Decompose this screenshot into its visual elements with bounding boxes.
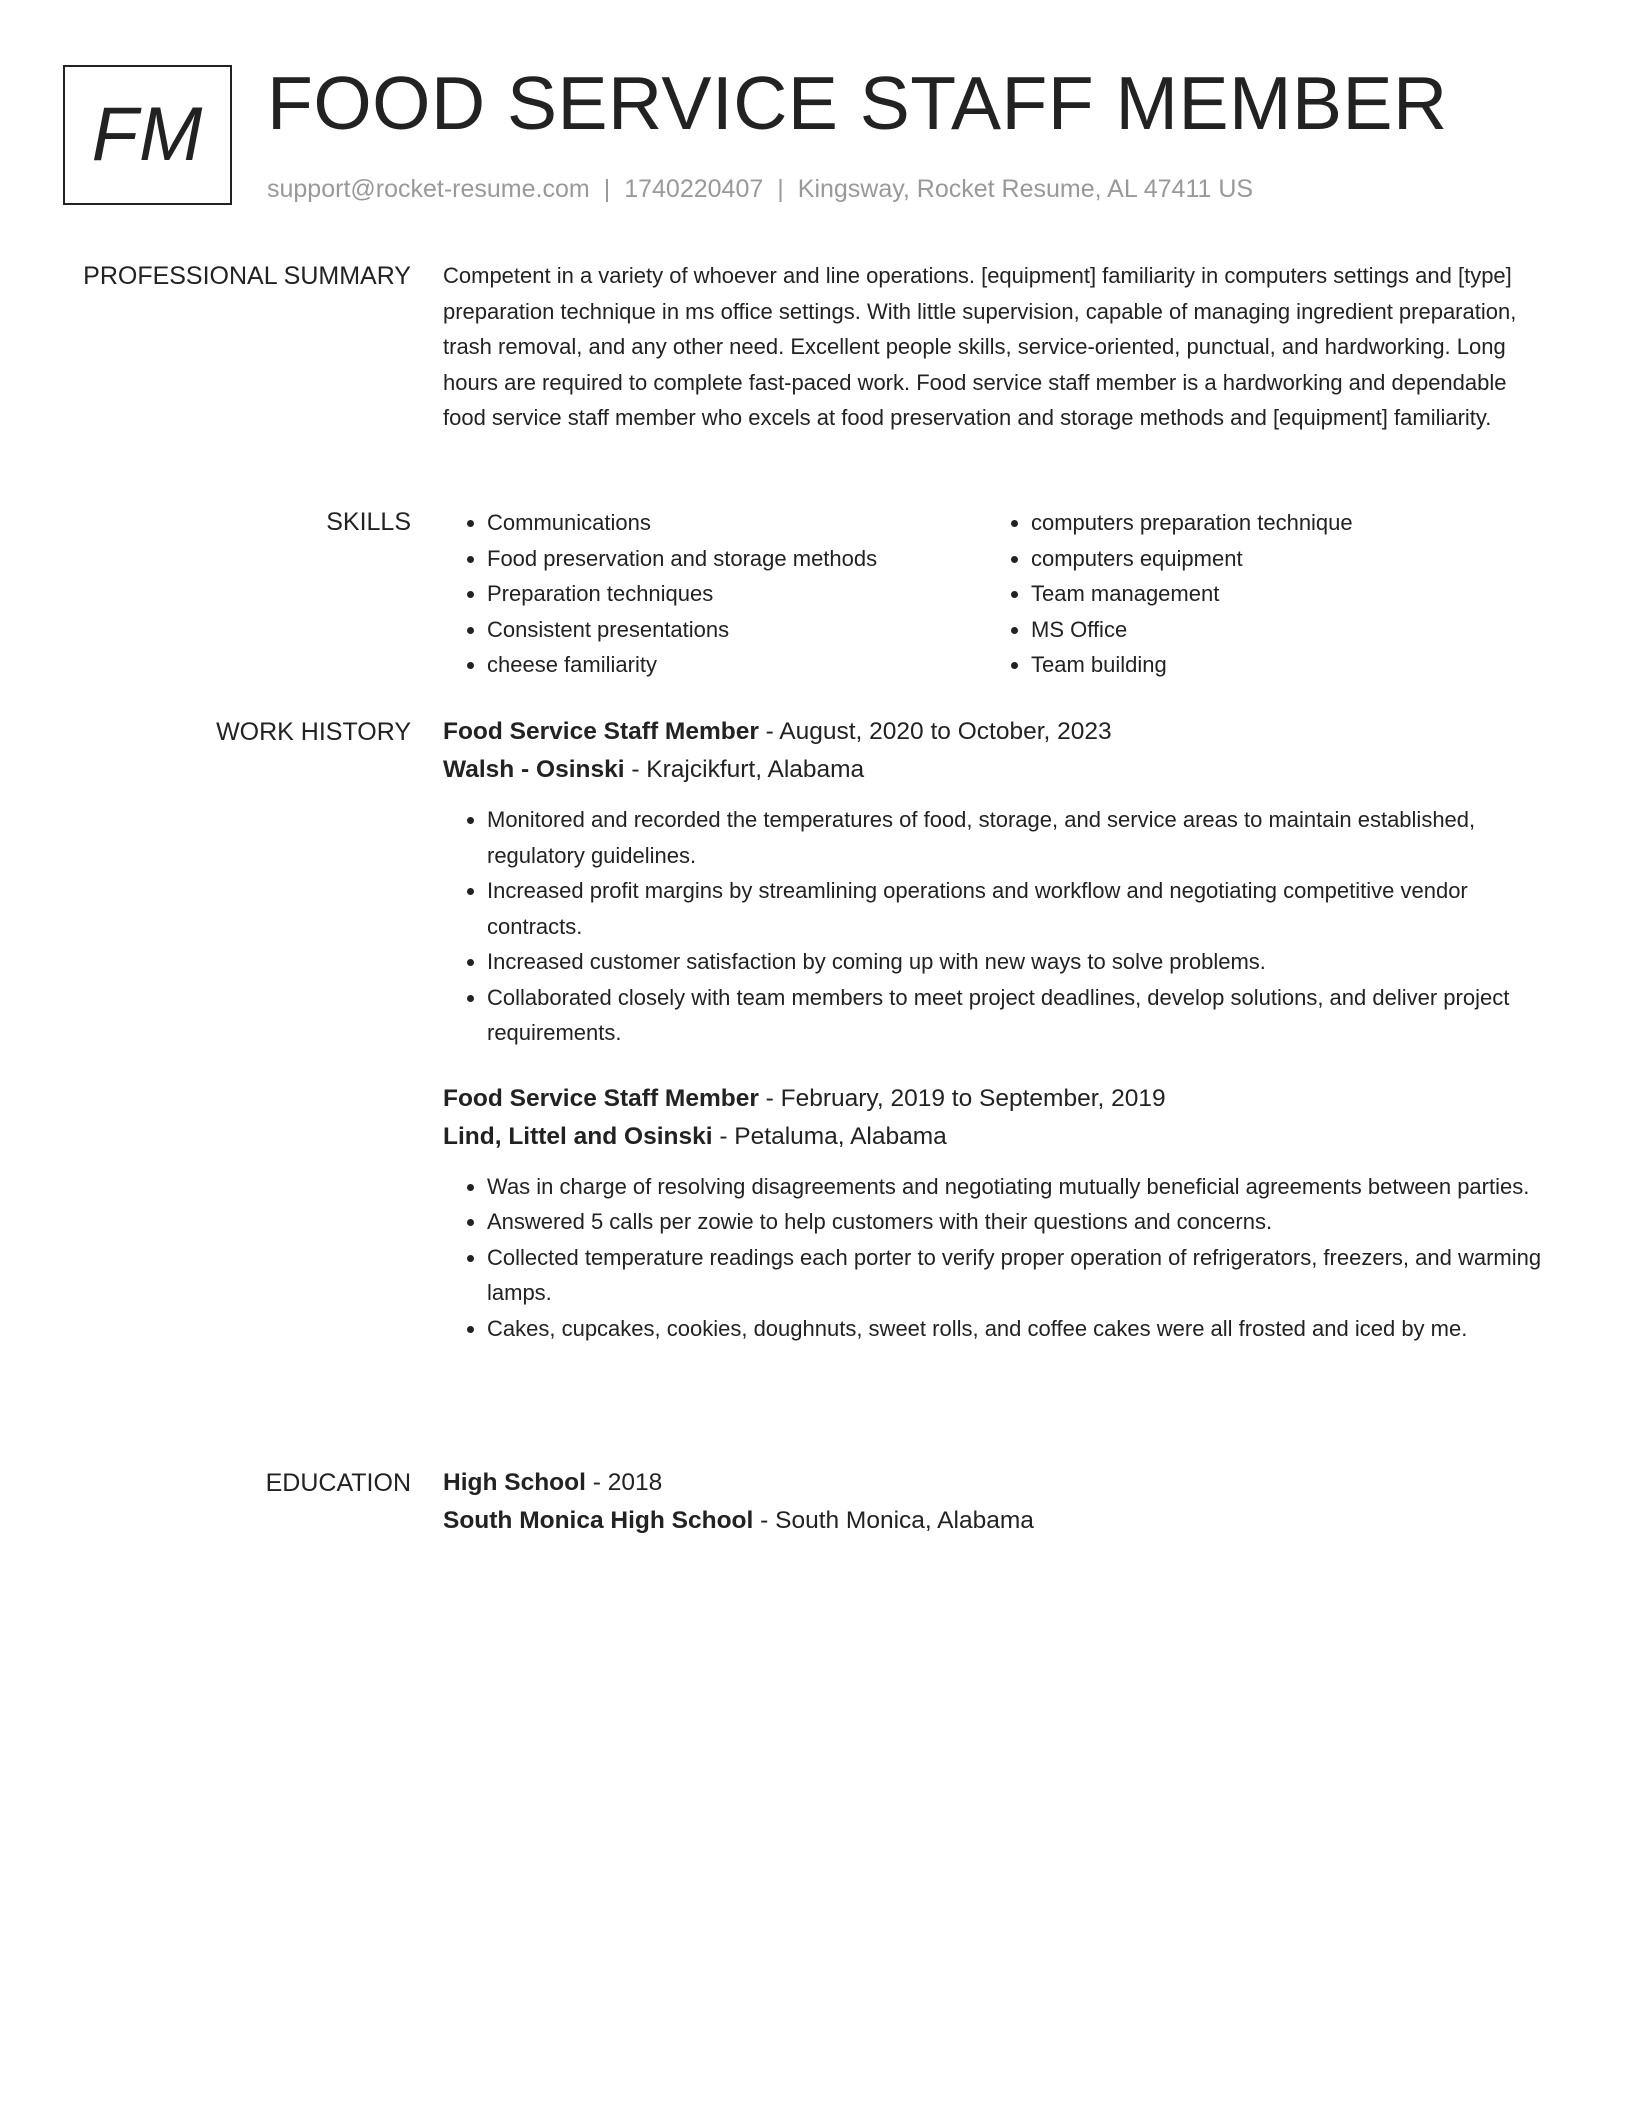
skills-heading: SKILLS (326, 508, 411, 536)
job-location: - Krajcikfurt, Alabama (624, 756, 865, 783)
job-company: Lind, Littel and Osinski (443, 1122, 713, 1150)
job-bullet: • Increased profit margins by streamlining operations and workflow and negotiating competitive vendor contracts. (487, 873, 1553, 944)
job-title-line (443, 1080, 1553, 1118)
resume-title: FOOD SERVICE STAFF MEMBER (267, 61, 1448, 145)
contact-address: Kingsway, Rocket Resume, AL 47411 US (797, 175, 1254, 203)
job-entry (443, 1080, 1553, 1347)
work-history-heading: WORK HISTORY (216, 718, 411, 746)
contact-phone[interactable]: 1740220407 (624, 175, 764, 203)
skills-body (443, 505, 1553, 683)
skill-item: • Communications (487, 505, 987, 541)
skills-column-left (443, 505, 987, 683)
job-title-line (443, 713, 1553, 751)
job-bullet: • Was in charge of resolving disagreements and negotiating mutually beneficial agreements between parties. (487, 1169, 1553, 1205)
job-bullet: • Monitored and recorded the temperatures of food, storage, and service areas to maintain established, regulatory guidelines. (487, 802, 1553, 873)
job-dates: - August, 2020 to October, 2023 (758, 718, 1112, 745)
job-bullet: • Answered 5 calls per zowie to help customers with their questions and concerns. (487, 1204, 1553, 1240)
skills-list-right (987, 505, 1531, 683)
contact-line (267, 172, 1253, 206)
job-company-line (443, 1118, 1553, 1156)
skills-column-right (987, 505, 1531, 683)
education-location: - South Monica, Alabama (753, 1507, 1034, 1534)
education-school: South Monica High School (443, 1507, 754, 1534)
job-dates: - February, 2019 to September, 2019 (758, 1084, 1166, 1112)
job-bullet: • Collaborated closely with team members to meet project deadlines, develop solutions, and deliver project requirements. (487, 980, 1553, 1051)
skill-item: • cheese familiarity (487, 647, 987, 683)
skill-item: • Food preservation and storage methods (487, 541, 987, 577)
education-heading: EDUCATION (265, 1469, 411, 1497)
skill-item: • computers equipment (1031, 541, 1531, 577)
job-title: Food Service Staff Member (443, 718, 759, 745)
job-entry (443, 713, 1553, 1051)
work-history-body (443, 713, 1553, 1346)
job-bullet: • Increased customer satisfaction by coming up with new ways to solve problems. (487, 944, 1553, 980)
education-degree-line (443, 1464, 1553, 1502)
job-bullet: • Cakes, cupcakes, cookies, doughnuts, sweet rolls, and coffee cakes were all frosted and iced by me. (487, 1311, 1553, 1347)
job-bullet-list (443, 802, 1553, 1051)
education-body (443, 1464, 1553, 1540)
job-location: - Petaluma, Alabama (712, 1122, 947, 1150)
contact-separator: | (603, 175, 611, 203)
skill-item: • Consistent presentations (487, 612, 987, 648)
skill-item: • Team management (1031, 576, 1531, 612)
education-year: - 2018 (585, 1469, 663, 1496)
summary-heading: PROFESSIONAL SUMMARY (83, 262, 411, 290)
summary-text: Competent in a variety of whoever and line operations. [equipment] familiarity in computers settings and [type] preparation technique in ms office settings. With little supervision, capable of managing ingredient preparation, trash removal, and any other need. Excellent people skills, service-oriented, punctual, and hardworking. Long hours are required to complete fast-paced work. Food service staff member is a hardworking and dependable food service staff member who excels at food preservation and storage methods and [equipment] familiarity. (443, 263, 1517, 430)
job-company-line (443, 751, 1553, 789)
summary-body (443, 258, 1553, 436)
skills-columns (443, 505, 1553, 683)
skills-list-left (443, 505, 987, 683)
job-bullet-list (443, 1169, 1553, 1347)
skill-item: • Team building (1031, 647, 1531, 683)
skill-item: • Preparation techniques (487, 576, 987, 612)
contact-email[interactable]: support@rocket-resume.com (267, 175, 590, 203)
education-school-line (443, 1502, 1553, 1540)
job-bullet: • Collected temperature readings each porter to verify proper operation of refrigerators, freezers, and warming lamps. (487, 1240, 1553, 1311)
job-company: Walsh - Osinski (443, 756, 625, 783)
monogram-box (63, 65, 232, 205)
job-title: Food Service Staff Member (443, 1084, 759, 1112)
monogram-initials: FM (91, 92, 204, 177)
skill-item: • MS Office (1031, 612, 1531, 648)
skill-item: • computers preparation technique (1031, 505, 1531, 541)
contact-separator: | (777, 175, 784, 203)
education-degree: High School (443, 1469, 586, 1496)
